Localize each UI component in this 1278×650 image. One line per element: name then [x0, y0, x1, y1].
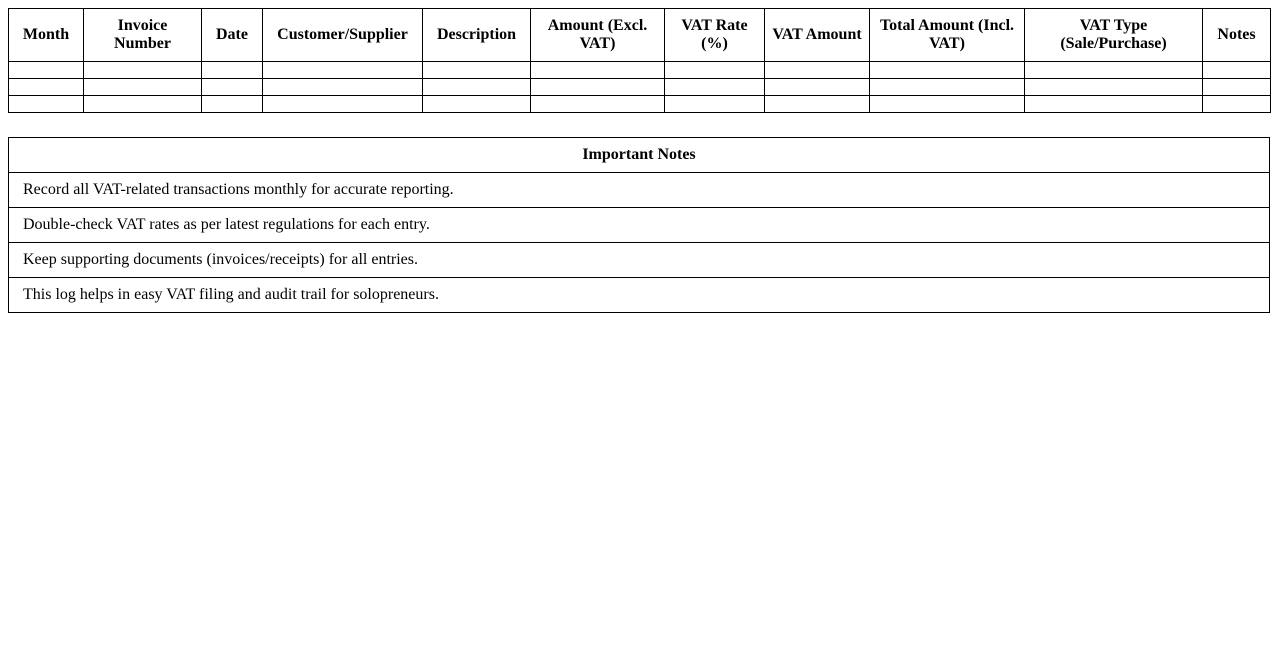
table-cell[interactable] — [1203, 79, 1271, 96]
table-cell[interactable] — [263, 79, 423, 96]
table-cell[interactable] — [665, 79, 765, 96]
table-cell[interactable] — [423, 62, 531, 79]
table-cell[interactable] — [765, 79, 870, 96]
note-row — [9, 243, 1270, 278]
header-vat-amount: VAT Amount — [765, 9, 870, 62]
note-row — [9, 278, 1270, 313]
table-cell[interactable] — [870, 96, 1025, 113]
table-cell[interactable] — [423, 96, 531, 113]
header-month: Month — [9, 9, 84, 62]
header-date: Date — [202, 9, 263, 62]
note-item: This log helps in easy VAT filing and audit trail for solopreneurs. — [9, 278, 1270, 313]
table-cell[interactable] — [1203, 62, 1271, 79]
note-item: Double-check VAT rates as per latest regulations for each entry. — [9, 208, 1270, 243]
table-cell[interactable] — [263, 96, 423, 113]
table-cell[interactable] — [665, 96, 765, 113]
header-invoice-number: Invoice Number — [84, 9, 202, 62]
table-cell[interactable] — [202, 62, 263, 79]
header-notes: Notes — [1203, 9, 1271, 62]
table-cell[interactable] — [870, 79, 1025, 96]
header-total-amount: Total Amount (Incl. VAT) — [870, 9, 1025, 62]
note-item: Record all VAT-related transactions monthly for accurate reporting. — [9, 173, 1270, 208]
table-cell[interactable] — [1025, 62, 1203, 79]
table-row — [9, 79, 1271, 96]
notes-header-row — [9, 138, 1270, 173]
table-row — [9, 62, 1271, 79]
table-cell[interactable] — [9, 79, 84, 96]
table-cell[interactable] — [765, 62, 870, 79]
table-cell[interactable] — [263, 62, 423, 79]
table-cell[interactable] — [84, 62, 202, 79]
notes-title: Important Notes — [9, 138, 1270, 173]
header-amount-excl-vat: Amount (Excl. VAT) — [531, 9, 665, 62]
vat-log-table — [8, 8, 1271, 113]
table-cell[interactable] — [1203, 96, 1271, 113]
table-cell[interactable] — [423, 79, 531, 96]
table-cell[interactable] — [84, 79, 202, 96]
table-cell[interactable] — [84, 96, 202, 113]
page — [0, 0, 1278, 313]
note-row — [9, 173, 1270, 208]
table-cell[interactable] — [202, 96, 263, 113]
important-notes-table — [8, 137, 1270, 313]
table-cell[interactable] — [1025, 96, 1203, 113]
table-cell[interactable] — [531, 62, 665, 79]
header-row — [9, 9, 1271, 62]
header-customer-supplier: Customer/Supplier — [263, 9, 423, 62]
table-cell[interactable] — [1025, 79, 1203, 96]
table-cell[interactable] — [765, 96, 870, 113]
table-cell[interactable] — [9, 96, 84, 113]
note-row — [9, 208, 1270, 243]
table-cell[interactable] — [531, 96, 665, 113]
header-vat-rate: VAT Rate (%) — [665, 9, 765, 62]
table-cell[interactable] — [202, 79, 263, 96]
note-item: Keep supporting documents (invoices/receipts) for all entries. — [9, 243, 1270, 278]
header-vat-type: VAT Type (Sale/Purchase) — [1025, 9, 1203, 62]
table-cell[interactable] — [9, 62, 84, 79]
table-row — [9, 96, 1271, 113]
table-cell[interactable] — [665, 62, 765, 79]
table-cell[interactable] — [870, 62, 1025, 79]
header-description: Description — [423, 9, 531, 62]
table-cell[interactable] — [531, 79, 665, 96]
